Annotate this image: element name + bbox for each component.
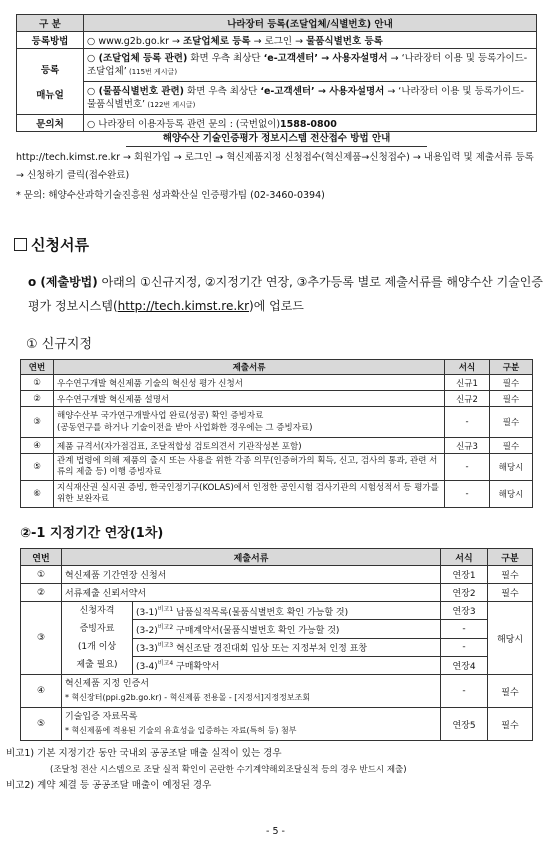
submission-method-paragraph: o (제출방법) 아래의 ①신규지정, ②지정기간 연장, ③추가등록 별로 제출서류를 해양수산 기술인증평가 정보시스템(http://tech.kimst.re.kr)에 업로드 — [28, 275, 543, 313]
page-number: - 5 - — [266, 826, 285, 837]
table-row: $(3-2)^{비고2}$ 구매계약서(물품식별번호 확인 가능할 것) - — [21, 620, 533, 638]
table-row: ④ 혁신제품 지정 인증서 * 혁신장터(ppi.g2b.go.kr) - 혁신제품 전용몰 - [지정서]지정정보조회 - 필수 — [21, 675, 533, 708]
header-doc: 제출서류 — [62, 549, 441, 566]
header-form: 서식 — [445, 360, 490, 375]
kimst-guide-steps: http://tech.kimst.re.kr → 회원가입 → 로그인 → 혁신제품지정 신청접수(혁신제품→신청접수) → 내용입력 및 제출서류 등록 → 신청하기 클릭(접수완료) — [16, 152, 534, 181]
table-row: ④ 제품 규격서(자가점검표, 조달적합성 검토의견서 기관작성본 포함) 신규3 필수 — [21, 438, 533, 454]
kimst-url-link[interactable]: http://tech.kimst.re.kr — [117, 299, 250, 313]
contact-label: 문의처 — [17, 115, 84, 132]
header-no: 연번 — [21, 549, 62, 566]
square-bullet-icon — [14, 238, 27, 251]
reg-method-label: 등록방법 — [17, 32, 84, 49]
g2b-url[interactable]: www.g2b.go.kr — [98, 36, 169, 47]
table-row: $(3-3)^{비고3}$ 혁신조달 경진대회 입상 또는 지정부처 인정 표창 - — [21, 638, 533, 656]
kimst-guide-title: 해양수산 기술인증평가 정보시스템 전산접수 방법 안내 — [126, 130, 427, 147]
manual-label: 등록 매뉴얼 — [17, 49, 84, 115]
table-row: ⑤ 기술입증 자료목록 * 혁신제품에 적용된 기술의 유효성을 입증하는 자료(특허 등) 첨부 연장5 필수 — [21, 708, 533, 741]
extension-table — [20, 548, 533, 741]
col-label-header: 구 분 — [17, 15, 84, 32]
extension-heading: ②-1 지정기간 연장(1차) — [20, 526, 164, 541]
manual-item-2: ○ (물품식별번호 관련) 화면 우측 최상단 ‘e-고객센터’ → 사용자설명서 → ‘나라장터 이용 및 등록가이드-물품식별번호’ (122번 게시글) — [84, 82, 537, 115]
header-type: 구분 — [490, 360, 533, 375]
eligibility-group-label: 신청자격 증빙자료 (1개 이상 제출 필요) — [62, 602, 133, 675]
table-row: ⑥ 지식재산권 실시권 증빙, 한국인정기구(KOLAS)에서 인정한 공인시험 검사기관의 시험성적서 등 평가를 위한 보완자료 - 해당시 — [21, 481, 533, 508]
table-row: ② 서류제출 신뢰서약서 연장2 필수 — [21, 584, 533, 602]
col-title-header: 나라장터 등록(조달업체/식별번호) 안내 — [84, 15, 537, 32]
remarks — [6, 746, 407, 794]
table-row: ③ 신청자격 증빙자료 (1개 이상 제출 필요) $(3-1)^{비고1}$ 납품실적목록(물품식별번호 확인 가능할 것) 연장3 해당시 — [21, 602, 533, 620]
table-row: $(3-4)^{비고4}$ 구매확약서 연장4 — [21, 656, 533, 674]
header-no: 연번 — [21, 360, 54, 375]
table-row: ③ 해양수산부 국가연구개발사업 완료(성공) 확인 증빙자료 (공동연구를 하거나 기술이전을 받아 사업화한 경우에는 그 증빙자료) - 필수 — [21, 407, 533, 438]
new-designation-table — [20, 359, 533, 508]
section-title: 신청서류 — [14, 234, 89, 255]
remark-2: 비고2) 계약 체결 등 공공조달 매출이 예정된 경우 — [6, 780, 212, 791]
kimst-guide-contact: * 문의: 해양수산과학기술진흥원 성과확산실 인증평가팀 (02-3460-0394) — [16, 190, 325, 201]
remark-1-detail: (조달청 전산 시스템으로 조달 실적 확인이 곤란한 수기계약해외조달실적 등의 경우 반드시 제출) — [50, 765, 407, 775]
table-row: ① 우수연구개발 혁신제품 기술의 혁신성 평가 신청서 신규1 필수 — [21, 375, 533, 391]
new-designation-heading: ① 신규지정 — [26, 337, 93, 352]
table-row: ① 혁신제품 기간연장 신청서 연장1 필수 — [21, 566, 533, 584]
kimst-guide-box — [16, 130, 537, 207]
header-form: 서식 — [441, 549, 488, 566]
header-doc: 제출서류 — [54, 360, 445, 375]
header-type: 구분 — [488, 549, 533, 566]
manual-item-1: ○ (조달업체 등록 관련) 화면 우측 최상단 ‘e-고객센터’ → 사용자설명서 → ‘나라장터 이용 및 등록가이드-조달업체’ (115번 게시글) — [84, 49, 537, 82]
g2b-registration-table — [16, 14, 537, 132]
contact-cell: ○ 나라장터 이용자등록 관련 문의 : (국번없이)1588-0800 — [84, 115, 537, 132]
remark-1: 비고1) 기본 지정기간 동안 국내외 공공조달 매출 실적이 있는 경우 — [6, 748, 282, 759]
reg-method-cell: ○ www.g2b.go.kr → 조달업체로 등록 → 로그인 → 물품식별번호 등록 — [84, 32, 537, 49]
table-row: ⑤ 관계 법령에 의해 제품의 출시 또는 사용을 위한 각종 의무(인증허가의 획득, 신고, 검사의 통과, 관련 서류의 제출 등) 이행 증빙자료 - 해당시 — [21, 454, 533, 481]
table-row: ② 우수연구개발 혁신제품 설명서 신규2 필수 — [21, 391, 533, 407]
